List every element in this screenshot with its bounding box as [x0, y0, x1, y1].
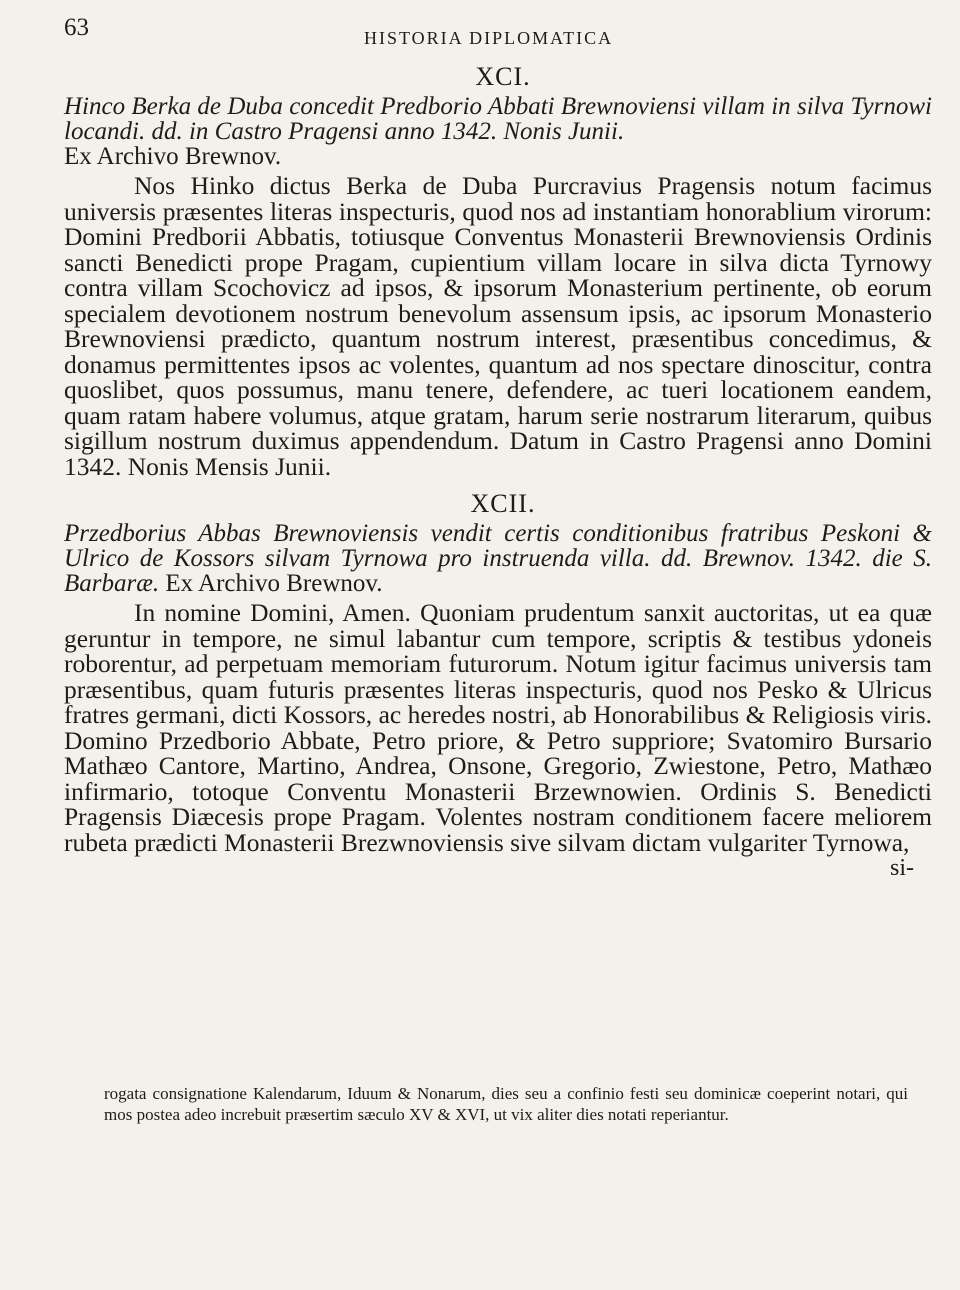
document-xci: [64, 62, 932, 479]
document-summary: [64, 94, 932, 169]
document-number: XCII.: [470, 489, 536, 518]
document-text: Nos Hinko dictus Berka de Duba Purcravius Pragensis notum facimus universis præsentes literas inspecturis, quod nos ad instantiam honorablium virorum: Domini Predborii Abbatis, totiusque Conventus Monasterii Brewnoviensis Ordinis sancti Benedicti prope Pragam, cupientium villam locare in silva dicta Tyrnowy contra villam Scochovicz ad ipsos, & ipsorum Monasterium pertinente, ob eorum specialem devotionem nostrum benevolum assensum ipsis, ac ipsorum Monasterio Brewnoviensi prædicto, quantum nostrum interest, præsentibus concedimus, & donamus permittentes ipsos ac volentes, quantum ad nos spectare dinoscitur, contra quoslibet, quos possumus, manu tenere, defendere, ac tueri locationem eandem, quam ratam habere volumus, atque gratam, harum serie nostrarum literarum, quibus sigillum nostrum duximus appendendum. Datum in Castro Pragensi anno Domini 1342. Nonis Mensis Junii.: [64, 171, 932, 481]
source-note: Ex Archivo Brewnov.: [165, 570, 383, 597]
summary-text: Hinco Berka de Duba concedit Predborio Abbati Brewnoviensi villam in silva Tyrnowi locandi. dd. in Castro Pragensi anno 1342. Nonis Junii.: [64, 93, 932, 145]
footnote: rogata consignatione Kalendarum, Iduum & Nonarum, dies seu a confinio festi seu dominicæ coeperint notari, qui mos postea adeo increbuit præsertim sæculo XV & XVI, ut vix aliter dies notati reperiantur.: [104, 1084, 908, 1124]
summary-text: Przedborius Abbas Brewnoviensis vendit certis conditionibus fratribus Peskoni & Ulrico de Kossors silvam Tyrnowa pro instruenda villa. dd. Brewnov. 1342. die S. Barbaræ.: [64, 520, 932, 597]
source-note: Ex Archivo Brewnov.: [64, 143, 282, 170]
document-text: In nomine Domini, Amen. Quoniam prudentum sanxit auctoritas, ut ea quæ geruntur in tempore, ne simul labantur cum tempore, scriptis & testibus ydoneis roborentur, ad perpetuam memoriam futurorum. Notum igitur facimus universis tam præsentibus, quam futuris præsentes literas inspecturis, quod nos Pesko & Ulricus fratres germani, dicti Kossors, ac heredes nostri, ab Honorabilibus & Religiosis viris. Domino Przedborio Abbate, Petro priore, & Petro suppriore; Svatomiro Bursario Mathæo Cantore, Martino, Andrea, Onsone, Gregorio, Zwiestone, Petro, Mathæo infirmario, totoque Conventu Monasterii Brzewnowien. Ordinis S. Benedicti Pragensis Diæcesis prope Pragam. Volentes nostram conditionem facere meliorem rubeta prædicti Monasterii Brezwnoviensis sive silvam dictam vulgariter Tyrnowa,: [64, 598, 932, 857]
document-summary: [64, 521, 932, 596]
page-number: 63: [64, 14, 89, 41]
document-xcii: [64, 489, 932, 882]
catchword: si-: [890, 855, 914, 881]
running-title: HISTORIA DIPLOMATICA: [364, 28, 614, 48]
running-head: [64, 14, 932, 48]
document-number: XCI.: [475, 62, 531, 91]
